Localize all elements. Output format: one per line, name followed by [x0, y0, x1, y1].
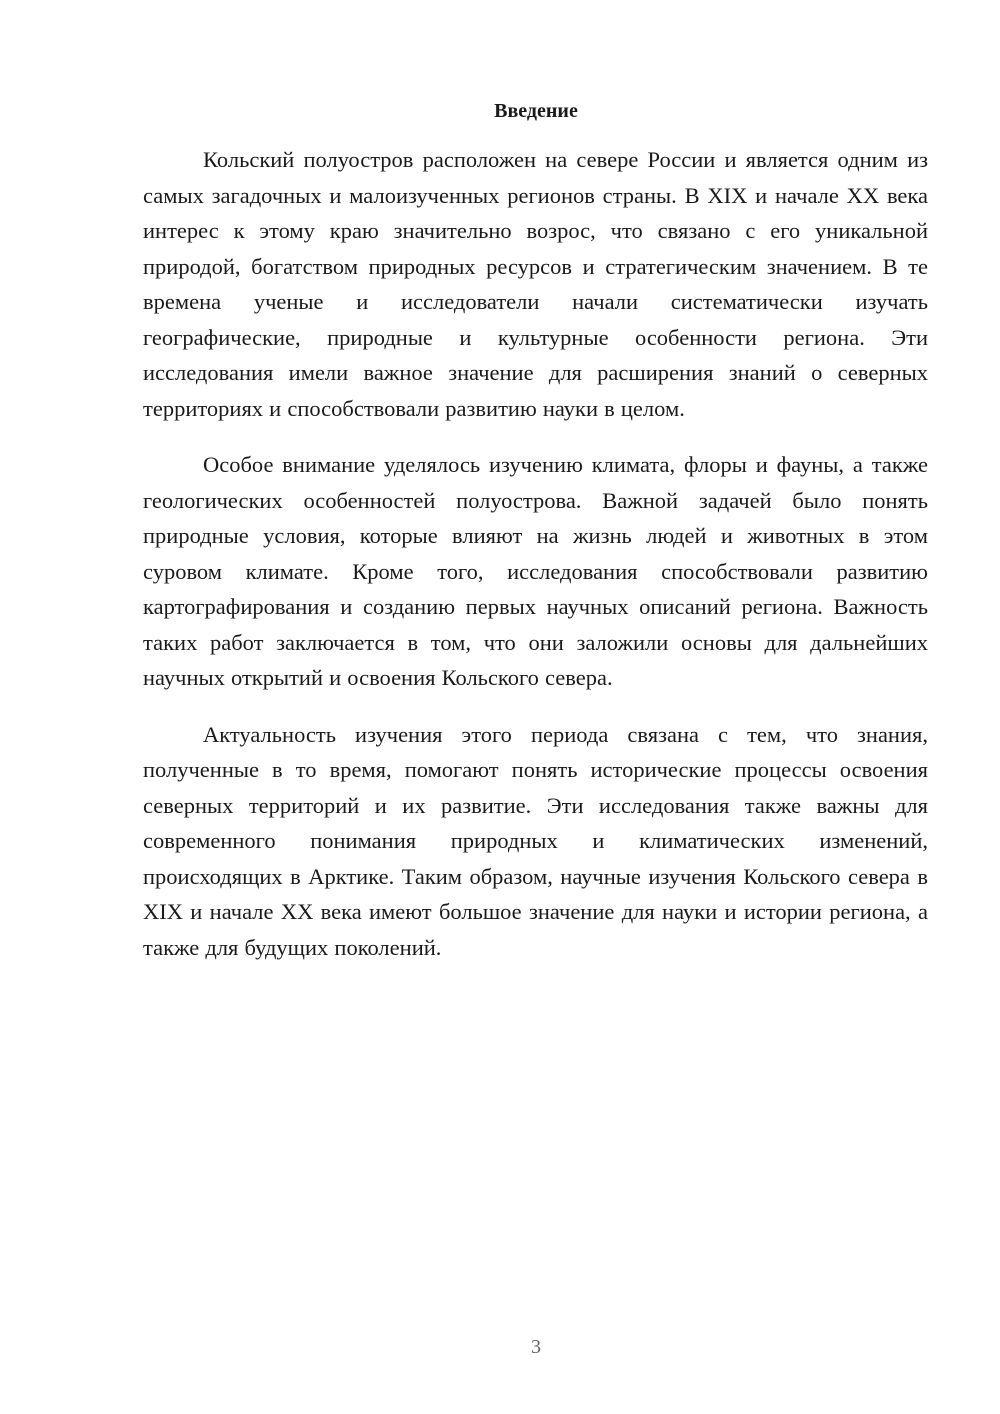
- paragraph: Актуальность изучения этого периода связана с тем, что знания, полученные в то время, помогают понять исторические процессы освоения северных территорий и их развитие. Эти исследования также важны для современного понимания природных и климатических изменений, происходящих в Арктике. Таким образом, научные изучения Кольского севера в XIX и начале XX века имеют большое значение для науки и истории региона, а также для будущих поколений.: [143, 721, 928, 960]
- paragraph: Кольский полуостров расположен на севере России и является одним из самых загадочных и малоизученных регионов страны. В XIX и начале XX века интерес к этому краю значительно возрос, что связано с его уникальной природой, богатством природных ресурсов и стратегическим значением. В те времена ученые и исследователи начали систематически изучать географические, природные и культурные особенности региона. Эти исследования имели важное значение для расширения знаний о северных территориях и способствовали развитию науки в целом.: [143, 147, 928, 421]
- page-number: 3: [531, 1336, 541, 1358]
- paragraph: Особое внимание уделялось изучению климата, флоры и фауны, а также геологических особенностей полуострова. Важной задачей было понять природные условия, которые влияют на жизнь людей и животных в этом суровом климате. Кроме того, исследования способствовали развитию картографирования и созданию первых научных описаний региона. Важность таких работ заключается в том, что они заложили основы для дальнейших научных открытий и освоения Кольского севера.: [143, 452, 928, 690]
- document-body: [143, 142, 928, 986]
- page-title: Введение: [494, 100, 578, 122]
